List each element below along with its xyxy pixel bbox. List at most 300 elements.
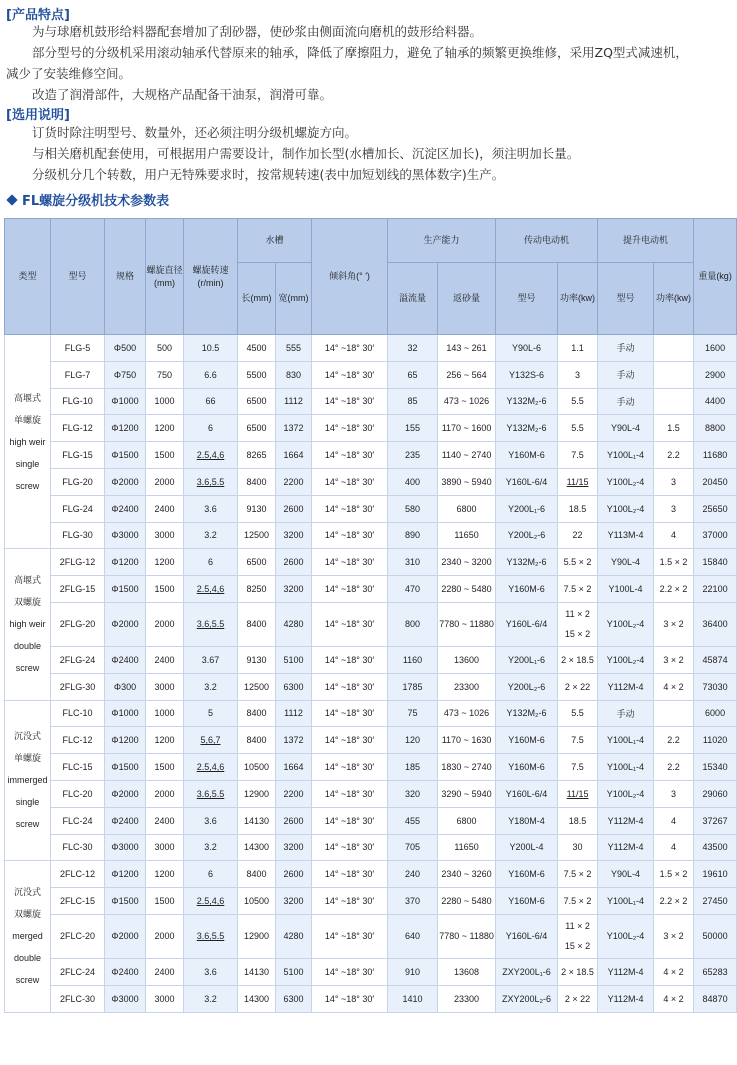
table-cell xyxy=(654,549,694,576)
cell-text: 4 xyxy=(671,842,677,853)
table-cell xyxy=(598,468,654,495)
cell-text: 23300 xyxy=(454,681,480,692)
table-cell xyxy=(654,834,694,861)
table-row xyxy=(5,834,737,861)
table-cell xyxy=(276,807,312,834)
table-cell xyxy=(276,834,312,861)
table-cell xyxy=(184,361,238,388)
cell-text: 14° ~18° 30′ xyxy=(324,931,375,942)
header-drive-model: 型号 xyxy=(496,263,558,335)
table-cell xyxy=(598,335,654,362)
table-cell xyxy=(105,958,146,985)
table-row xyxy=(5,415,737,442)
table-row xyxy=(5,549,737,576)
table-cell xyxy=(438,727,496,754)
table-cell xyxy=(654,807,694,834)
cell-text: 13608 xyxy=(454,966,480,977)
table-cell-line: 15 × 2 xyxy=(564,629,591,640)
cell-text: 3 xyxy=(575,369,581,380)
cell-text: 2.2 xyxy=(667,762,680,773)
cell-text: 50000 xyxy=(702,931,728,942)
cell-text: 7.5 × 2 xyxy=(563,584,592,595)
cell-text: 1600 xyxy=(705,342,726,353)
table-cell xyxy=(105,985,146,1012)
table-cell xyxy=(276,780,312,807)
cell-text: 75 xyxy=(407,708,418,719)
table-cell xyxy=(558,985,598,1012)
cell-text: 7780 ~ 11880 xyxy=(439,619,494,630)
table-cell xyxy=(146,468,184,495)
header-drive-power: 功率(kw) xyxy=(558,263,598,335)
table-cell xyxy=(598,914,654,958)
cell-text: 470 xyxy=(405,584,421,595)
table-cell xyxy=(558,888,598,915)
table-cell xyxy=(694,415,737,442)
table-cell xyxy=(438,442,496,469)
table-cell xyxy=(238,700,276,727)
table-cell xyxy=(598,442,654,469)
table-row xyxy=(5,807,737,834)
cell-text: 500 xyxy=(156,342,173,353)
table-cell xyxy=(238,415,276,442)
cell-text: Y100L₁-4 xyxy=(607,450,645,461)
cell-text: 12900 xyxy=(243,931,270,942)
cell-text: 2FLG-20 xyxy=(59,619,96,630)
features-text xyxy=(6,21,694,105)
table-cell xyxy=(146,888,184,915)
cell-text: 2.2 xyxy=(667,735,680,746)
cell-text: Y112M-4 xyxy=(607,815,644,826)
table-row xyxy=(5,780,737,807)
table-cell xyxy=(598,727,654,754)
cell-text: 85 xyxy=(407,396,418,407)
cell-text: 3.2 xyxy=(204,530,217,541)
table-cell xyxy=(105,388,146,415)
table-cell xyxy=(312,361,388,388)
features-line: 部分型号的分级机采用滚动轴承代替原来的轴承，降低了摩擦阻力，避免了轴承的频繁更换维修，采用ZQ型式减速机，减少了安装维修空间。 xyxy=(6,45,688,81)
cell-text: 473 ~ 1026 xyxy=(443,708,490,719)
group-label-line: 双螺旋 xyxy=(13,909,41,920)
table-cell xyxy=(496,549,558,576)
cell-text: Y200L-4 xyxy=(509,842,544,853)
table-cell xyxy=(388,754,438,781)
table-cell xyxy=(654,888,694,915)
cell-text: 3 xyxy=(671,476,677,487)
table-cell xyxy=(105,468,146,495)
group-label-line: screw xyxy=(15,819,40,830)
cell-text: 1500 xyxy=(154,762,175,773)
cell-text: 1.5 × 2 xyxy=(659,557,688,568)
table-cell xyxy=(558,807,598,834)
cell-text: Y160L-6/4 xyxy=(505,788,548,799)
table-cell xyxy=(105,361,146,388)
table-cell xyxy=(558,646,598,673)
header-tank-length: 长(mm) xyxy=(238,263,276,335)
table-cell xyxy=(598,780,654,807)
table-cell xyxy=(238,335,276,362)
cell-text: 2600 xyxy=(283,557,304,568)
cell-text: 3.2 xyxy=(204,993,217,1004)
cell-text: 手动 xyxy=(616,370,635,381)
cell-text: 235 xyxy=(405,450,421,461)
table-cell xyxy=(238,468,276,495)
table-cell xyxy=(51,602,105,646)
cell-text: 2400 xyxy=(154,815,175,826)
table-cell xyxy=(184,888,238,915)
cell-text: ZXY200L₁-6 xyxy=(502,966,551,977)
table-cell xyxy=(694,646,737,673)
table-cell xyxy=(312,495,388,522)
cell-text: 1664 xyxy=(283,762,304,773)
cell-text: 3290 ~ 5940 xyxy=(441,788,492,799)
table-cell xyxy=(184,780,238,807)
group-label-line: 单螺旋 xyxy=(13,753,41,764)
cell-text: Φ2400 xyxy=(111,966,139,977)
group-label-line: 高堰式 xyxy=(13,575,41,586)
table-cell xyxy=(276,388,312,415)
cell-text: 320 xyxy=(405,788,421,799)
table-cell xyxy=(598,958,654,985)
cell-text: 6300 xyxy=(283,681,304,692)
table-cell xyxy=(558,415,598,442)
cell-text: 3.6,5.5 xyxy=(196,476,225,487)
cell-text: FLG-7 xyxy=(64,369,91,380)
table-cell xyxy=(496,361,558,388)
cell-text: Y160M-6 xyxy=(508,762,545,773)
cell-text: 7.5 × 2 xyxy=(563,869,592,880)
cell-text: 2400 xyxy=(154,654,175,665)
cell-text: ZXY200L₂-6 xyxy=(502,993,552,1004)
cell-text: 8400 xyxy=(246,708,267,719)
table-cell xyxy=(694,700,737,727)
cell-text: 1372 xyxy=(283,423,304,434)
table-cell-line: 15 × 2 xyxy=(564,941,591,952)
cell-text: 2400 xyxy=(154,966,175,977)
cell-text: Y90L-6 xyxy=(512,342,542,353)
cell-text: 14° ~18° 30′ xyxy=(324,788,375,799)
cell-text: 5.5 xyxy=(571,396,584,407)
table-cell xyxy=(312,602,388,646)
cell-text: 3.6 xyxy=(204,966,217,977)
cell-text: 2.5,4,6 xyxy=(196,762,225,773)
table-cell xyxy=(598,602,654,646)
table-cell xyxy=(105,914,146,958)
cell-text: Y100L₂-4 xyxy=(606,503,645,514)
table-cell xyxy=(184,727,238,754)
table-cell xyxy=(496,754,558,781)
cell-text: 12900 xyxy=(243,788,270,799)
table-cell xyxy=(388,495,438,522)
cell-text: 6 xyxy=(207,869,213,880)
table-cell xyxy=(694,914,737,958)
table-cell xyxy=(146,549,184,576)
cell-text: 6000 xyxy=(705,708,726,719)
table-cell xyxy=(438,861,496,888)
table-row xyxy=(5,646,737,673)
table-cell xyxy=(276,576,312,603)
cell-text: 750 xyxy=(156,369,173,380)
cell-text: 36400 xyxy=(702,619,728,630)
cell-text: FLC-12 xyxy=(62,735,93,746)
cell-text: 9130 xyxy=(246,503,267,514)
table-cell xyxy=(388,361,438,388)
selection-line: 与相关磨机配套使用，可根据用户需要设计，制作加长型(水槽加长、沉淀区加长)，须注明加长量。 xyxy=(32,146,580,161)
cell-text: 22 xyxy=(572,530,583,541)
table-cell xyxy=(238,361,276,388)
cell-text: FLC-20 xyxy=(62,788,93,799)
table-cell xyxy=(276,700,312,727)
table-cell xyxy=(184,549,238,576)
cell-text: 1500 xyxy=(154,896,175,907)
table-cell xyxy=(312,754,388,781)
table-cell xyxy=(598,861,654,888)
cell-text: 12500 xyxy=(243,530,270,541)
cell-text: 1785 xyxy=(402,681,423,692)
group-label-line: 高堰式 xyxy=(13,392,41,403)
table-cell xyxy=(184,335,238,362)
group-label-line: screw xyxy=(15,480,40,491)
table-cell xyxy=(184,522,238,549)
cell-text: 14° ~18° 30′ xyxy=(324,369,375,380)
table-cell xyxy=(388,388,438,415)
table-cell xyxy=(654,495,694,522)
cell-text: 5,6,7 xyxy=(200,735,221,746)
table-cell xyxy=(694,442,737,469)
table-cell xyxy=(146,807,184,834)
table-cell xyxy=(598,985,654,1012)
table-cell xyxy=(276,522,312,549)
table-cell xyxy=(694,335,737,362)
table-cell xyxy=(438,335,496,362)
table-cell xyxy=(312,958,388,985)
table-cell xyxy=(51,834,105,861)
cell-text: 4400 xyxy=(705,396,726,407)
table-cell xyxy=(238,958,276,985)
header-dia: 螺旋直径(mm) xyxy=(146,219,184,335)
cell-text: Y100L₂-4 xyxy=(606,931,645,942)
header-weight: 重量(kg) xyxy=(694,219,737,335)
table-cell xyxy=(654,673,694,700)
cell-text: Φ2000 xyxy=(111,931,139,942)
cell-text: Φ750 xyxy=(113,369,137,380)
cell-text: 3 xyxy=(671,503,677,514)
cell-text: 2.5,4,6 xyxy=(196,450,225,461)
cell-text: 910 xyxy=(405,966,421,977)
table-cell xyxy=(312,861,388,888)
table-row xyxy=(5,602,737,646)
features-line: 改造了润滑部件，大规格产品配备干油泵，润滑可靠。 xyxy=(32,87,333,102)
cell-text: Y132S-6 xyxy=(509,369,545,380)
cell-text: 1200 xyxy=(154,557,175,568)
table-cell xyxy=(276,861,312,888)
table-cell xyxy=(51,388,105,415)
group-label-line: screw xyxy=(15,663,40,674)
cell-text: 14130 xyxy=(243,815,270,826)
table-cell xyxy=(496,522,558,549)
table-cell xyxy=(238,602,276,646)
cell-text: 1830 ~ 2740 xyxy=(441,762,492,773)
cell-text: 3.6,5.5 xyxy=(196,788,225,799)
cell-text: 310 xyxy=(405,557,421,568)
cell-text: 6500 xyxy=(246,423,267,434)
header-angle: 倾斜角(° ′) xyxy=(312,219,388,335)
cell-text: 5100 xyxy=(283,966,304,977)
cell-text: Φ3000 xyxy=(111,842,139,853)
table-row xyxy=(5,700,737,727)
cell-text: 8400 xyxy=(246,476,267,487)
group-label-line: high weir xyxy=(9,619,46,630)
cell-text: Y100L₂-4 xyxy=(606,788,645,799)
table-cell xyxy=(51,861,105,888)
cell-text: 7.5 xyxy=(571,735,584,746)
cell-text: 14° ~18° 30′ xyxy=(324,503,375,514)
table-row xyxy=(5,754,737,781)
cell-text: 1.1 xyxy=(571,342,584,353)
group-label xyxy=(5,549,51,700)
cell-text: 2600 xyxy=(283,503,304,514)
table-cell xyxy=(654,754,694,781)
table-cell xyxy=(598,807,654,834)
table-cell xyxy=(558,700,598,727)
cell-text: FLG-20 xyxy=(62,476,93,487)
cell-text: 2FLC-12 xyxy=(59,869,95,880)
table-cell xyxy=(694,807,737,834)
table-cell xyxy=(51,888,105,915)
cell-text: 1200 xyxy=(154,423,175,434)
cell-text: 455 xyxy=(405,815,421,826)
cell-text: 3890 ~ 5940 xyxy=(441,476,492,487)
cell-text: Y200L₂-6 xyxy=(507,530,546,541)
cell-text: 14° ~18° 30′ xyxy=(324,476,375,487)
cell-text: Φ2000 xyxy=(111,619,139,630)
table-cell xyxy=(105,576,146,603)
cell-text: 29060 xyxy=(702,788,728,799)
table-cell xyxy=(438,700,496,727)
table-cell xyxy=(438,914,496,958)
table-cell xyxy=(146,958,184,985)
table-cell xyxy=(496,495,558,522)
table-cell xyxy=(654,361,694,388)
table-cell xyxy=(184,673,238,700)
header-return-sand: 返砂量 xyxy=(438,263,496,335)
cell-text: 15840 xyxy=(702,557,728,568)
table-cell xyxy=(598,495,654,522)
table-cell xyxy=(238,754,276,781)
table-cell xyxy=(496,888,558,915)
header-type: 类型 xyxy=(5,219,51,335)
cell-text: 3 × 2 xyxy=(663,931,684,942)
cell-text: Φ1200 xyxy=(111,423,139,434)
cell-text: 22100 xyxy=(702,584,728,595)
table-cell xyxy=(146,985,184,1012)
table-cell xyxy=(558,673,598,700)
cell-text: Y112M-4 xyxy=(607,842,644,853)
cell-text: 1000 xyxy=(154,396,175,407)
cell-text: Φ3000 xyxy=(111,530,139,541)
table-row xyxy=(5,985,737,1012)
table-cell xyxy=(654,415,694,442)
cell-text: 1160 xyxy=(402,654,423,665)
table-cell xyxy=(694,522,737,549)
cell-text: 手动 xyxy=(616,343,635,354)
table-cell xyxy=(184,754,238,781)
table-cell xyxy=(438,985,496,1012)
cell-text: 2000 xyxy=(154,619,175,630)
table-cell xyxy=(558,754,598,781)
table-cell xyxy=(694,888,737,915)
table-row xyxy=(5,468,737,495)
cell-text: 7.5 xyxy=(571,450,584,461)
table-cell xyxy=(694,727,737,754)
table-cell xyxy=(312,914,388,958)
table-cell xyxy=(388,522,438,549)
table-cell xyxy=(438,888,496,915)
table-cell xyxy=(276,754,312,781)
cell-text: 640 xyxy=(405,931,421,942)
table-cell xyxy=(558,914,598,958)
table-cell xyxy=(146,780,184,807)
cell-text: 2FLG-30 xyxy=(59,681,96,692)
table-cell xyxy=(558,388,598,415)
table-cell xyxy=(598,549,654,576)
table-cell xyxy=(388,700,438,727)
cell-text: 27450 xyxy=(702,896,728,907)
table-cell xyxy=(388,415,438,442)
cell-text: 12500 xyxy=(243,681,270,692)
cell-text: 2FLC-24 xyxy=(59,966,95,977)
table-cell xyxy=(51,807,105,834)
table-cell xyxy=(51,727,105,754)
table-cell xyxy=(184,861,238,888)
cell-text: Φ1000 xyxy=(111,708,139,719)
table-cell xyxy=(184,958,238,985)
cell-text: 11/15 xyxy=(566,476,589,487)
table-row xyxy=(5,861,737,888)
table-cell xyxy=(276,914,312,958)
cell-text: 11020 xyxy=(702,735,728,746)
cell-text: 1170 ~ 1600 xyxy=(441,423,492,434)
cell-text: 3 × 2 xyxy=(663,619,684,630)
cell-text: 2000 xyxy=(154,788,175,799)
table-cell xyxy=(438,807,496,834)
cell-text: 5.5 × 2 xyxy=(563,557,592,568)
group-label-line: single xyxy=(15,797,40,808)
group-label-line: 单螺旋 xyxy=(13,414,41,425)
cell-text: 4 × 2 xyxy=(663,966,684,977)
table-cell xyxy=(312,985,388,1012)
table-cell xyxy=(558,834,598,861)
cell-text: 1500 xyxy=(154,450,175,461)
table-cell xyxy=(276,888,312,915)
table-row xyxy=(5,888,737,915)
table-cell xyxy=(146,727,184,754)
table-cell xyxy=(51,985,105,1012)
table-cell-line: 11 × 2 xyxy=(565,609,590,620)
table-cell xyxy=(146,335,184,362)
cell-text: Y160M-6 xyxy=(508,735,545,746)
cell-text: 8400 xyxy=(246,735,267,746)
cell-text: 1664 xyxy=(283,450,304,461)
table-cell xyxy=(654,958,694,985)
cell-text: 7.5 × 2 xyxy=(563,896,592,907)
cell-text: FLG-5 xyxy=(64,342,91,353)
table-cell xyxy=(654,985,694,1012)
cell-text: 14° ~18° 30′ xyxy=(324,654,375,665)
table-cell xyxy=(438,415,496,442)
cell-text: 32 xyxy=(407,342,418,353)
table-cell xyxy=(694,673,737,700)
cell-text: 5.5 xyxy=(571,423,584,434)
